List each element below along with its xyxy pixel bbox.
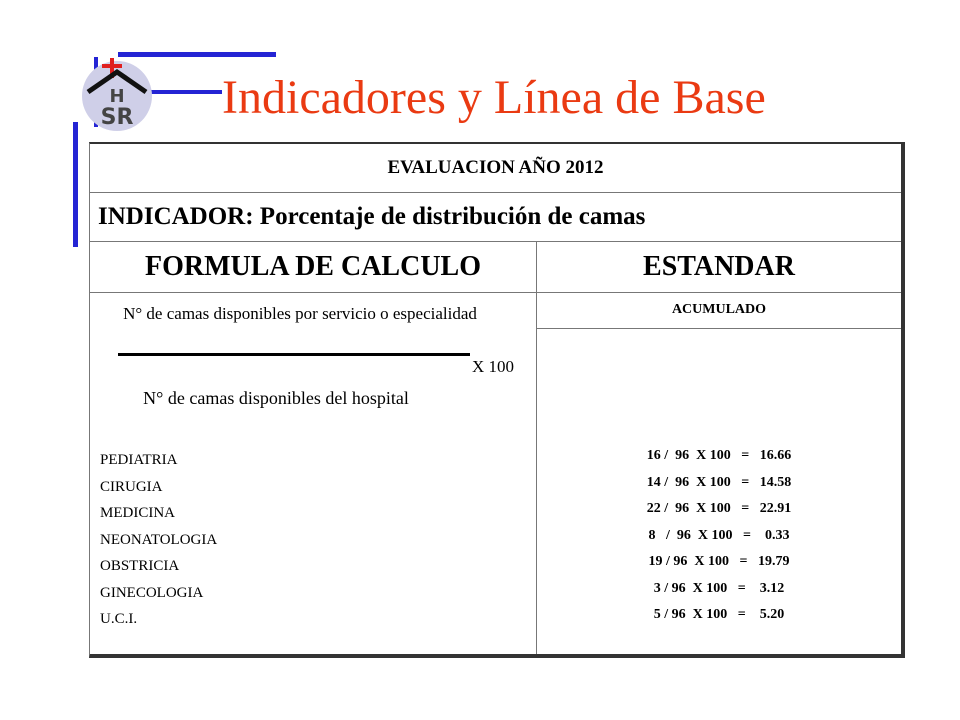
calculation-item: 5 / 96 X 100 = 5.20	[653, 607, 785, 622]
service-item: PEDIATRIA	[100, 452, 178, 468]
svg-text:H: H	[109, 86, 125, 107]
service-item: MEDICINA	[100, 505, 175, 521]
accumulated-subheader: ACUMULADO	[537, 292, 901, 329]
svg-text:SR: SR	[100, 105, 134, 130]
formula-multiplier: X 100	[472, 357, 515, 376]
evaluation-header: EVALUACION AÑO 2012	[90, 144, 901, 193]
calculations-list	[537, 443, 901, 629]
indicator-line: INDICADOR: Porcentaje de distribución de camas	[90, 192, 901, 242]
decor-line-top	[118, 52, 276, 57]
calculation-item: 22 / 96 X 100 = 22.91	[646, 501, 792, 516]
service-item: CIRUGIA	[100, 478, 163, 495]
decor-line-short	[150, 90, 222, 94]
standard-column-header: ESTANDAR	[643, 251, 795, 282]
calculation-item: 8 / 96 X 100 = 0.33	[648, 527, 790, 543]
calculation-item: 14 / 96 X 100 = 14.58	[646, 474, 792, 490]
service-item: GINECOLOGIA	[100, 584, 204, 601]
column-headers	[90, 242, 901, 293]
service-item: U.C.I.	[100, 611, 138, 627]
formula-numerator: N° de camas disponibles por servicio o especialidad	[123, 304, 477, 323]
formula-column-header: FORMULA DE CALCULO	[90, 242, 537, 292]
indicator-table	[89, 142, 905, 658]
service-item: NEONATOLOGIA	[100, 531, 218, 548]
calculation-item: 3 / 96 X 100 = 3.12	[653, 580, 785, 596]
page-title: Indicadores y Línea de Base	[222, 71, 766, 124]
services-list	[100, 447, 217, 633]
calculation-item: 16 / 96 X 100 = 16.66	[646, 448, 792, 463]
fraction-bar	[118, 353, 470, 356]
formula-cell	[90, 292, 537, 654]
standard-cell	[537, 292, 901, 654]
hospital-logo	[80, 58, 154, 132]
service-item: OBSTRICIA	[100, 558, 180, 574]
calculation-item: 19 / 96 X 100 = 19.79	[648, 554, 790, 569]
decor-line-vertical-lower	[73, 122, 78, 247]
formula-denominator: N° de camas disponibles del hospital	[143, 388, 409, 408]
